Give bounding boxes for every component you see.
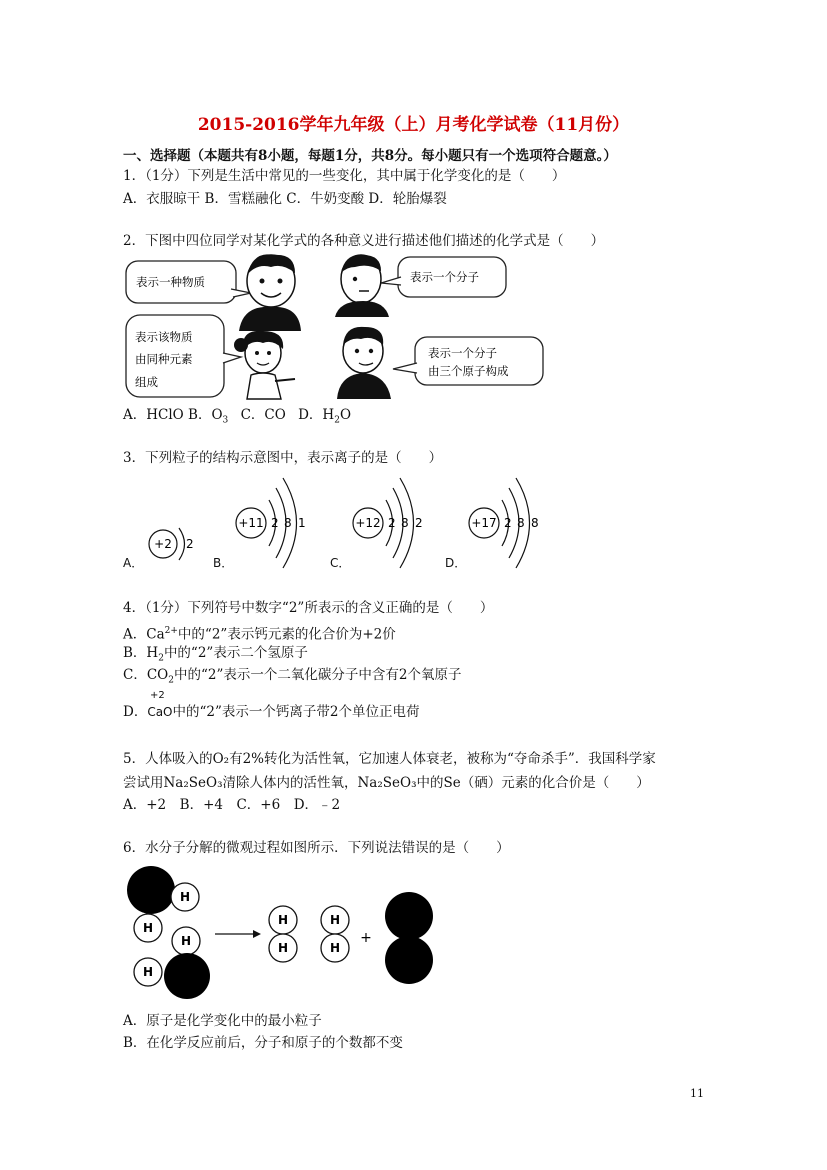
q2-option-b: B．O	[188, 407, 223, 423]
question-5-line-2: 尝试用Na₂SeO₃清除人体内的活性氧，Na₂SeO₃中的Se（硒）元素的化合价是（ ）	[123, 775, 650, 791]
q2-option-b-subscript: 3	[222, 415, 229, 426]
h-atom-label: H	[329, 941, 341, 955]
q4-option-d-text: 中的“2”表示一个钙离子带2个单位正电荷	[172, 704, 420, 720]
q2-option-d-subscript: 2	[334, 415, 340, 426]
question-5-options: A．+2 B．+4 C．+6 D．﹣2	[123, 797, 341, 813]
student-figure-3	[234, 331, 295, 399]
h-atom-label: H	[142, 921, 154, 935]
q3-label-d: D．	[445, 556, 467, 570]
q2-option-a: A．HClO	[123, 407, 184, 423]
q2-option-d-tail: O	[339, 407, 352, 423]
speech-bubble-3-line-1: 表示该物质	[135, 330, 193, 344]
oxygen-molecule	[385, 892, 433, 984]
q4-option-c	[123, 665, 461, 691]
reaction-arrow	[215, 930, 261, 938]
q4-option-a-superscript: 2+	[164, 626, 178, 636]
plus-sign: +	[360, 930, 372, 946]
h-atom-label: H	[180, 934, 192, 948]
q3-label-c: C．	[330, 556, 351, 570]
question-2-figure	[123, 253, 553, 405]
atom-diagram-d	[469, 478, 539, 568]
question-2-options	[123, 405, 351, 431]
q6-option-a: A．原子是化学变化中的最小粒子	[123, 1013, 322, 1029]
student-figure-2	[335, 255, 389, 317]
speech-bubble-1-text: 表示一种物质	[136, 275, 205, 289]
atom-b-shell-3: 1	[298, 516, 306, 530]
atom-c-nucleus: +12	[355, 516, 381, 530]
q4-option-d-valence: +2	[150, 690, 165, 701]
atom-c-shell-3: 2	[415, 516, 423, 530]
q4-option-b-text: 中的“2”表示二个氢原子	[163, 645, 308, 661]
atom-a-shell-1: 2	[186, 537, 194, 551]
speech-bubble-4-line-2: 由三个原子构成	[428, 364, 509, 378]
atom-diagram-b	[236, 478, 306, 568]
atom-c-shell-1: 2	[388, 516, 396, 530]
question-1-options: A．衣服晾干 B．雪糕融化 C．牛奶变酸 D．轮胎爆裂	[123, 191, 447, 207]
question-6-figure	[123, 866, 443, 1006]
q4-option-d-prefix: D．	[123, 704, 148, 720]
q4-option-a-prefix: A．Ca	[123, 626, 165, 643]
water-molecules-reactant	[127, 866, 210, 999]
q4-option-a-text: 中的“2”表示钙元素的化合价为+2价	[177, 626, 396, 643]
student-figure-4	[337, 327, 391, 399]
hydrogen-molecule-1	[269, 906, 297, 962]
h-atom-label: H	[277, 913, 289, 927]
atom-diagram-a	[149, 528, 194, 560]
question-3-figure	[118, 470, 558, 582]
h-atom-label: H	[179, 890, 191, 904]
atom-b-shell-1: 2	[271, 516, 279, 530]
atom-d-shell-1: 2	[504, 516, 512, 530]
h-atom-label: H	[329, 913, 341, 927]
h-atom-label: H	[277, 941, 289, 955]
q4-option-c-text: 中的“2”表示一个二氧化碳分子中含有2个氧原子	[173, 667, 462, 683]
page-number: 11	[690, 1087, 704, 1100]
question-3-stem: 3．下列粒子的结构示意图中，表示离子的是（ ）	[123, 450, 443, 466]
q4-option-c-prefix: C．CO	[123, 667, 169, 683]
speech-bubble-3-line-2: 由同种元素	[135, 352, 193, 366]
q4-option-d-formula: CaO	[147, 705, 173, 719]
speech-bubble-2-text: 表示一个分子	[410, 270, 479, 284]
question-5-line-1: 5．人体吸入的O₂有2%转化为活性氧，它加速人体衰老，被称为“夺命杀手”．我国科学家	[123, 751, 656, 767]
atom-d-nucleus: +17	[471, 516, 497, 530]
question-6-stem: 6．水分子分解的微观过程如图所示．下列说法错误的是（ ）	[123, 840, 510, 856]
section-heading: 一、选择题（本题共有8小题，每题1分，共8分。每小题只有一个选项符合题意。）	[123, 148, 617, 164]
q4-option-b-subscript: 2	[158, 653, 164, 664]
hydrogen-molecule-2	[321, 906, 349, 962]
q3-label-b: B．	[213, 556, 234, 570]
q2-option-d: D．H	[298, 407, 335, 423]
q4-option-a	[123, 621, 396, 645]
speech-bubble-3-line-3: 组成	[135, 375, 158, 389]
atom-a-nucleus: +2	[154, 537, 172, 551]
question-4-stem: 4．（1分）下列符号中数字“2”所表示的含义正确的是（ ）	[123, 600, 494, 616]
q3-label-a: A．	[123, 556, 144, 570]
q4-option-d	[123, 702, 420, 722]
q4-option-c-subscript: 2	[168, 675, 174, 686]
atom-d-shell-2: 8	[517, 516, 525, 530]
q2-option-c: C．CO	[240, 407, 286, 423]
atom-b-shell-2: 8	[284, 516, 292, 530]
question-2-stem: 2．下图中四位同学对某化学式的各种意义进行描述他们描述的化学式是（ ）	[123, 233, 605, 249]
h-atom-label: H	[142, 965, 154, 979]
atom-diagram-c	[353, 478, 423, 568]
atom-d-shell-3: 8	[531, 516, 539, 530]
q4-option-b-prefix: B．H	[123, 645, 159, 661]
speech-bubble-4-line-1: 表示一个分子	[428, 346, 497, 360]
question-1-stem: 1．（1分）下列是生活中常见的一些变化，其中属于化学变化的是（ ）	[123, 168, 566, 184]
q6-option-b: B．在化学反应前后，分子和原子的个数都不变	[123, 1035, 403, 1051]
atom-c-shell-2: 8	[401, 516, 409, 530]
page-title: 2015-2016学年九年级（上）月考化学试卷（11月份）	[197, 115, 630, 135]
atom-b-nucleus: +11	[238, 516, 264, 530]
